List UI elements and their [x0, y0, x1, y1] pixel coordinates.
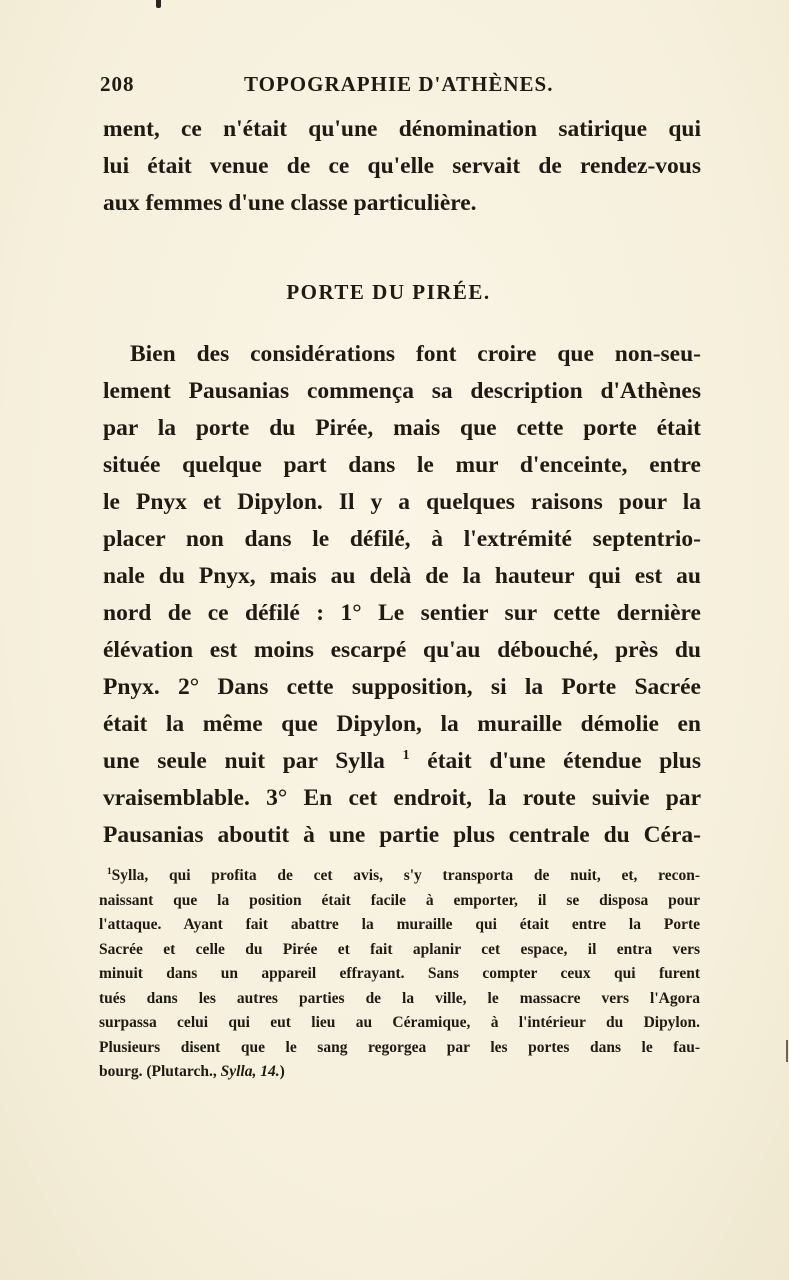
- text-line: Pausanias aboutit à une partie plus centrale du Céra-: [103, 822, 701, 848]
- text-line: placer non dans le défilé, à l'extrémité septentrio-: [103, 526, 701, 552]
- text-line-with-note: [103, 743, 701, 780]
- section-heading: PORTE DU PIRÉE.: [286, 280, 491, 304]
- text-line: par la porte du Pirée, mais que cette porte était: [103, 415, 701, 441]
- text-line: le Pnyx et Dipylon. Il y a quelques raisons pour la: [103, 489, 701, 515]
- text-line: lui était venue de ce qu'elle servait de rendez-vous: [103, 153, 701, 179]
- text-line: nord de ce défilé : 1° Le sentier sur cette dernière: [103, 600, 701, 626]
- text-line: Bien des considérations font croire que non-seu-: [130, 341, 701, 367]
- footnote-line: l'attaque. Ayant fait abattre la muraille qui était entre la Porte: [99, 916, 700, 933]
- text-fragment: était d'une étendue plus: [427, 748, 702, 774]
- footnote-line: naissant que la position était facile à emporter, il se disposa pour: [99, 891, 700, 909]
- footnote-line: Sacrée et celle du Pirée et fait aplanir cet espace, il entra vers: [99, 940, 700, 958]
- footnote-line: surpassa celui qui eut lieu au Céramique, à l'intérieur du Dipylon.: [99, 1014, 700, 1031]
- running-title: TOPOGRAPHIE D'ATHÈNES.: [244, 72, 554, 96]
- text-line: située quelque part dans le mur d'enceinte, entre: [103, 452, 701, 478]
- citation-italic: Sylla, 14.: [220, 1063, 280, 1080]
- footnote-line: bourg. (Plutarch., Sylla, 14.): [99, 1063, 285, 1080]
- text-line: nale du Pnyx, mais au delà de la hauteur qui est au: [103, 563, 701, 589]
- footnote-line: $^1$Sylla, qui profita de cet avis, s'y transporta de nuit, et, recon-: [107, 866, 700, 884]
- footnote: [99, 864, 700, 1085]
- text-line: Pnyx. 2° Dans cette supposition, si la Porte Sacrée: [103, 674, 701, 700]
- text-fragment: une seule nuit par Sylla: [103, 748, 385, 774]
- running-header: [100, 72, 700, 102]
- text-line: vraisemblable. 3° En cet endroit, la route suivie par: [103, 785, 701, 811]
- paragraph-continuation: [103, 111, 701, 222]
- text-line: élévation est moins escarpé qu'au débouché, près du: [103, 637, 701, 663]
- text-line: ment, ce n'était qu'une dénomination satirique qui: [103, 116, 701, 142]
- text-line: était la même que Dipylon, la muraille démolie en: [103, 711, 701, 737]
- paragraph-porte-du-piree: [103, 336, 701, 854]
- page-edge-mark: [786, 1040, 788, 1062]
- page-number: 208: [100, 72, 135, 96]
- footnote-line: tués dans les autres parties de la ville, le massacre vers l'Agora: [99, 989, 700, 1007]
- footnote-line: minuit dans un appareil effrayant. Sans compter ceux qui furent: [99, 965, 700, 982]
- footnote-marker: 1: [107, 866, 112, 877]
- text-line: lement Pausanias commença sa description d'Athènes: [103, 378, 701, 404]
- text-line: aux femmes d'une classe particulière.: [103, 190, 477, 216]
- footnote-line: Plusieurs disent que le sang regorgea par les portes dans le fau-: [99, 1038, 700, 1056]
- ink-mark: [156, 0, 161, 8]
- footnote-reference: 1: [402, 747, 410, 764]
